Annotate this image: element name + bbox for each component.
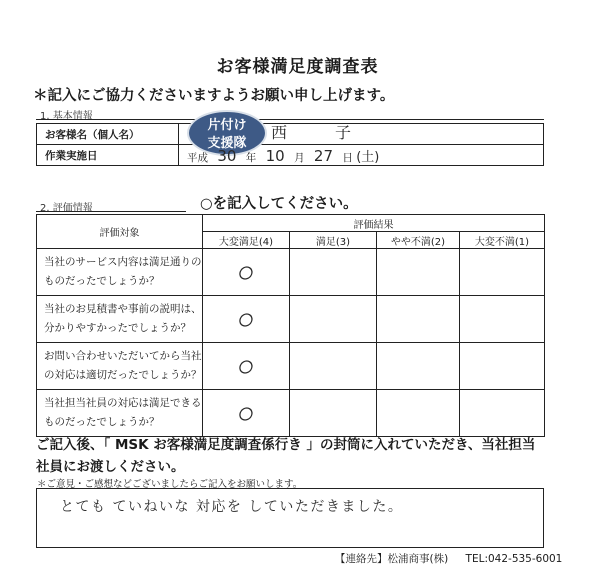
date-month: 10 [265, 146, 285, 165]
rating-header: やや不満(2) [377, 232, 460, 249]
form-title: お客様満足度調査表 [216, 57, 379, 77]
circle-mark: ○ [234, 395, 258, 431]
table-row [37, 343, 545, 390]
comment-text: とても ていねいな 対応を していただきました。 [60, 499, 404, 515]
rating-cell-2[interactable] [377, 249, 460, 296]
date-day-unit: 日 [342, 151, 353, 164]
rating-cell-3[interactable] [290, 343, 377, 390]
instruction-text: ○を記入してください。 [200, 196, 358, 212]
date-month-unit: 月 [294, 151, 305, 164]
date-year: 30 [217, 146, 237, 165]
header-eval-result: 評価結果 [203, 215, 545, 232]
customer-name-field[interactable] [179, 118, 544, 151]
circle-mark: ○ [234, 301, 258, 337]
basic-info-table [36, 118, 544, 166]
rating-cell-4[interactable] [203, 343, 290, 390]
badge-line2: 支援隊 [207, 136, 247, 151]
rating-cell-4[interactable] [203, 390, 290, 437]
table-row [37, 296, 545, 343]
question-text: 当社担当社員の対応は満足できる ものだったでしょうか？ [37, 390, 203, 437]
rating-cell-2[interactable] [377, 343, 460, 390]
date-era: 平成 [187, 151, 208, 164]
rating-header: 大変満足(4) [203, 232, 290, 249]
rating-cell-1[interactable] [460, 296, 545, 343]
rating-cell-2[interactable] [377, 296, 460, 343]
customer-name-value: 西 子 [271, 123, 352, 142]
rating-header: 大変不満(1) [460, 232, 545, 249]
rating-cell-1[interactable] [460, 343, 545, 390]
rating-cell-4[interactable] [203, 249, 290, 296]
question-text: 当社のサービス内容は満足通りの ものだったでしょうか？ [37, 249, 203, 296]
rating-cell-4[interactable] [203, 296, 290, 343]
customer-name-label: お客様名（個人名） [37, 124, 179, 145]
badge-line1: 片付け [207, 118, 247, 133]
rating-cell-3[interactable] [290, 249, 377, 296]
table-row [37, 390, 545, 437]
question-text: お問い合わせいただいてから当社 の対応は適切だったでしょうか？ [37, 343, 203, 390]
submission-instructions: ご記入後、「 MSK お客様満足度調査係行き 」の封筒に入れていただき、当社担当 社員にお渡しください。 [36, 437, 536, 475]
rating-cell-3[interactable] [290, 390, 377, 437]
comment-note: ＊ご意見・ご感想などございましたらご記入をお願いします。 [37, 479, 303, 490]
intro-text: ＊記入にご協力くださいますようお願い申し上げます。 [33, 88, 395, 104]
rating-cell-2[interactable] [377, 390, 460, 437]
section-eval-label: 2. 評価情報 [40, 203, 93, 214]
rating-cell-3[interactable] [290, 296, 377, 343]
rating-cell-1[interactable] [460, 249, 545, 296]
contact-tel: TEL:042-535-6001 [465, 553, 563, 565]
table-row [37, 249, 545, 296]
date-year-unit: 年 [245, 151, 257, 164]
evaluation-table [36, 214, 545, 437]
circle-mark: ○ [234, 348, 258, 384]
date-day: 27 [313, 146, 333, 165]
date-weekday: (土) [356, 149, 380, 165]
question-text: 当社のお見積書や事前の説明は、 分かりやすかったでしょうか？ [37, 296, 203, 343]
header-eval-target: 評価対象 [37, 215, 203, 249]
circle-mark: ○ [234, 254, 258, 290]
work-date-field[interactable] [179, 145, 544, 166]
contact-company: 【連絡先】松浦商事(株) [335, 553, 449, 565]
work-date-label: 作業実施日 [37, 145, 179, 166]
footer-contact [335, 551, 562, 566]
rating-header: 満足(3) [290, 232, 377, 249]
section-basic-label: 1. 基本情報 [40, 111, 93, 122]
rating-cell-1[interactable] [460, 390, 545, 437]
section-divider [36, 211, 186, 212]
